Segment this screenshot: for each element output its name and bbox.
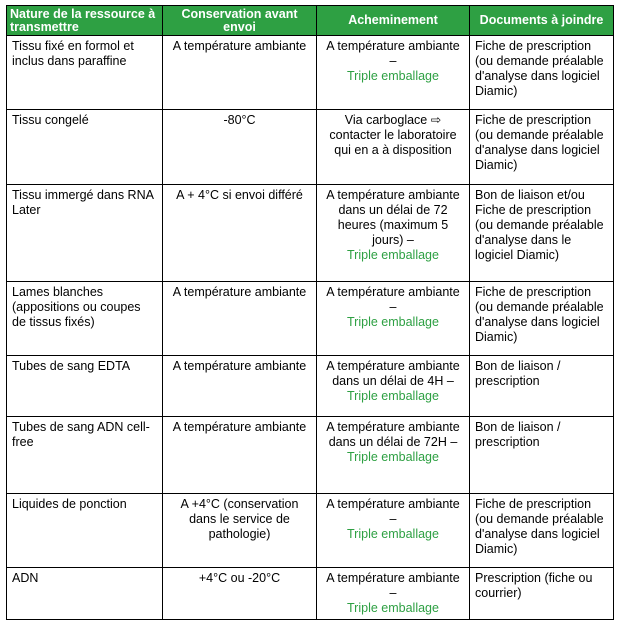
cell-documents: Fiche de prescription (ou demande préalable d'analyse dans logiciel Diamic) (470, 494, 614, 568)
table-row (7, 110, 614, 185)
acheminement-text: A température ambiante dans un délai de 72 heures (maximum 5 jours) – (326, 188, 460, 247)
table-row (7, 568, 614, 620)
table-row (7, 494, 614, 568)
cell-acheminement (317, 282, 470, 356)
cell-documents: Prescription (fiche ou courrier) (470, 568, 614, 620)
cell-conservation: A +4°C (conservation dans le service de pathologie) (163, 494, 317, 568)
cell-acheminement (317, 185, 470, 282)
cell-acheminement (317, 110, 470, 185)
cell-nature: Liquides de ponction (7, 494, 163, 568)
cell-documents: Bon de liaison / prescription (470, 417, 614, 494)
header-conservation: Conservation avant envoi (163, 6, 317, 36)
cell-conservation: A + 4°C si envoi différé (163, 185, 317, 282)
cell-conservation: +4°C ou -20°C (163, 568, 317, 620)
cell-nature: Tissu immergé dans RNA Later (7, 185, 163, 282)
acheminement-text: A température ambiante – (326, 571, 460, 600)
table-row (7, 36, 614, 110)
table-row (7, 185, 614, 282)
cell-nature: Lames blanches (appositions ou coupes de tissus fixés) (7, 282, 163, 356)
table-row (7, 282, 614, 356)
header-nature: Nature de la ressource à transmettre (7, 6, 163, 36)
triple-emballage-note: Triple emballage (347, 248, 439, 262)
header-documents: Documents à joindre (470, 6, 614, 36)
cell-documents: Fiche de prescription (ou demande préalable d'analyse dans logiciel Diamic) (470, 36, 614, 110)
triple-emballage-note: Triple emballage (347, 601, 439, 615)
cell-nature: Tubes de sang EDTA (7, 356, 163, 417)
header-acheminement: Acheminement (317, 6, 470, 36)
acheminement-text: A température ambiante – (326, 285, 460, 314)
cell-acheminement (317, 356, 470, 417)
cell-nature: Tubes de sang ADN cell-free (7, 417, 163, 494)
acheminement-text: A température ambiante – (326, 497, 460, 526)
acheminement-text: A température ambiante dans un délai de 72H – (326, 420, 460, 449)
cell-conservation: -80°C (163, 110, 317, 185)
triple-emballage-note: Triple emballage (347, 389, 439, 403)
acheminement-text: Via carboglace ⇨ contacter le laboratoire qui en a à disposition (329, 113, 457, 157)
cell-documents: Bon de liaison / prescription (470, 356, 614, 417)
triple-emballage-note: Triple emballage (347, 450, 439, 464)
cell-documents: Fiche de prescription (ou demande préalable d'analyse dans logiciel Diamic) (470, 110, 614, 185)
cell-documents: Fiche de prescription (ou demande préalable d'analyse dans logiciel Diamic) (470, 282, 614, 356)
triple-emballage-note: Triple emballage (347, 315, 439, 329)
cell-acheminement (317, 417, 470, 494)
cell-nature: Tissu congelé (7, 110, 163, 185)
table-row (7, 417, 614, 494)
cell-nature: ADN (7, 568, 163, 620)
cell-conservation: A température ambiante (163, 36, 317, 110)
cell-conservation: A température ambiante (163, 282, 317, 356)
cell-conservation: A température ambiante (163, 356, 317, 417)
triple-emballage-note: Triple emballage (347, 527, 439, 541)
acheminement-text: A température ambiante dans un délai de 4H – (326, 359, 460, 388)
cell-acheminement (317, 568, 470, 620)
cell-conservation: A température ambiante (163, 417, 317, 494)
acheminement-text: A température ambiante – (326, 39, 460, 68)
cell-documents: Bon de liaison et/ou Fiche de prescription (ou demande préalable d'analyse dans le logiciel Diamic) (470, 185, 614, 282)
table-row (7, 356, 614, 417)
cell-acheminement (317, 494, 470, 568)
shipping-requirements-table (6, 5, 614, 620)
triple-emballage-note: Triple emballage (347, 69, 439, 83)
cell-nature: Tissu fixé en formol et inclus dans paraffine (7, 36, 163, 110)
header-row (7, 6, 614, 36)
cell-acheminement (317, 36, 470, 110)
